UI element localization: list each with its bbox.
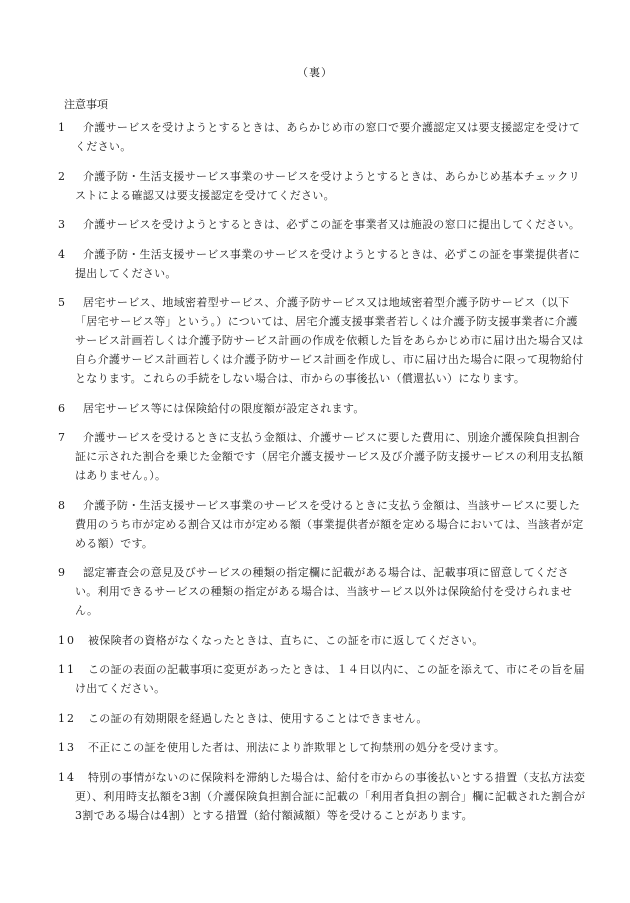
note-text: 認定審査会の意見及びサービスの種類の指定欄に記載がある場合は、記載事項に留意してください。利用できるサービスの種類の指定がある場合は、当該サービス以外は保険給付を受けられません。 — [75, 566, 573, 617]
note-text: 介護予防・生活支援サービス事業のサービスを受けるときに支払う金額は、当該サービスに要した費用のうち市が定める割合又は市が定める額（事業提供者が額を定める場合においては、当該者が定める額）です。 — [75, 498, 584, 550]
note-text: 介護サービスを受けるときに支払う金額は、介護サービスに要した費用に、別途介護保険負担割合証に示された割合を乗じた金額です（居宅介護支援サービス及び介護予防支援サービスの利用支払額はありません。）。 — [75, 431, 584, 482]
note-item-12 — [58, 709, 586, 728]
page-side-label: （裏） — [297, 66, 333, 79]
notes-list — [58, 118, 586, 835]
note-item-5 — [58, 293, 586, 388]
note-number: 3 — [58, 218, 66, 231]
note-item-11 — [58, 660, 586, 698]
note-text: 不正にこの証を使用した者は、刑法により詐欺罪として拘禁刑の処分を受けます。 — [88, 741, 506, 754]
note-text: 特別の事情がないのに保険料を滞納した場合は、給付を市からの事後払いとする措置（支払方法変更）、利用時支払額を3割（介護保険負担割合証に記載の「利用者負担の割合」欄に記載された割合が3割である場合は4割）とする措置（給付額減額）等を受けることがあります。 — [75, 770, 586, 822]
note-text: 介護予防・生活支援サービス事業のサービスを受けようとするときは、あらかじめ基本チェックリストによる確認又は要支援認定を受けてください。 — [75, 169, 580, 202]
note-text: 介護サービスを受けようとするときは、あらかじめ市の窓口で要介護認定又は要支援認定を受けてください。 — [75, 121, 581, 153]
note-text: 介護予防・生活支援サービス事業のサービスを受けようとするときは、必ずこの証を事業提供者に提出してください。 — [75, 247, 581, 280]
note-number: 8 — [58, 498, 66, 512]
note-item-6 — [58, 399, 586, 418]
note-item-8 — [58, 496, 586, 553]
note-number: 9 — [58, 566, 66, 579]
note-number: 7 — [58, 431, 66, 444]
note-text: 介護サービスを受けようとするときは、必ずこの証を事業者又は施設の窓口に提出してください。 — [83, 218, 581, 231]
note-item-2 — [58, 167, 586, 205]
note-number: 1 — [58, 121, 66, 134]
note-text: 居宅サービス等には保険給付の限度額が設定されます。 — [83, 401, 365, 415]
note-item-9 — [58, 563, 586, 620]
note-text: この証の表面の記載事項に変更があったときは、１４日以内に、この証を添えて、市にその旨を届け出てください。 — [75, 663, 585, 695]
note-text: この証の有効期限を経過したときは、使用することはできません。 — [88, 711, 428, 725]
note-item-1 — [58, 118, 586, 156]
note-item-3 — [58, 215, 586, 234]
note-text: 被保険者の資格がなくなったときは、直ちに、この証を市に返してください。 — [88, 633, 484, 647]
note-number: 5 — [58, 296, 66, 309]
note-item-13 — [58, 738, 586, 757]
note-number: 13 — [58, 741, 76, 754]
note-number: 14 — [58, 770, 76, 784]
note-item-7 — [58, 428, 586, 485]
note-text: 居宅サービス、地域密着型サービス、介護予防サービス又は地域密着型介護予防サービス（以下「居宅サービス等」という。）については、居宅介護支援事業者若しくは介護予防支援事業者に介護サービス計画若しくは介護予防サービス計画の作成を依頼した旨をあらかじめ市に届け出た場合又は自ら介護サービス計画若しくは介護予防サービス計画を作成し、市に届け出た場合に限って現物給付となります。これらの手続をしない場合は、市からの事後払い（償還払い）になります。 — [75, 296, 584, 385]
note-item-10 — [58, 631, 586, 650]
note-number: 2 — [58, 169, 66, 183]
note-item-14 — [58, 768, 586, 825]
note-number: 12 — [58, 711, 76, 725]
section-title: 注意事項 — [64, 98, 108, 111]
note-item-4 — [58, 245, 586, 283]
note-number: 11 — [58, 663, 76, 676]
note-number: 4 — [58, 247, 66, 261]
note-number: 6 — [58, 401, 66, 415]
note-number: 10 — [58, 633, 76, 647]
